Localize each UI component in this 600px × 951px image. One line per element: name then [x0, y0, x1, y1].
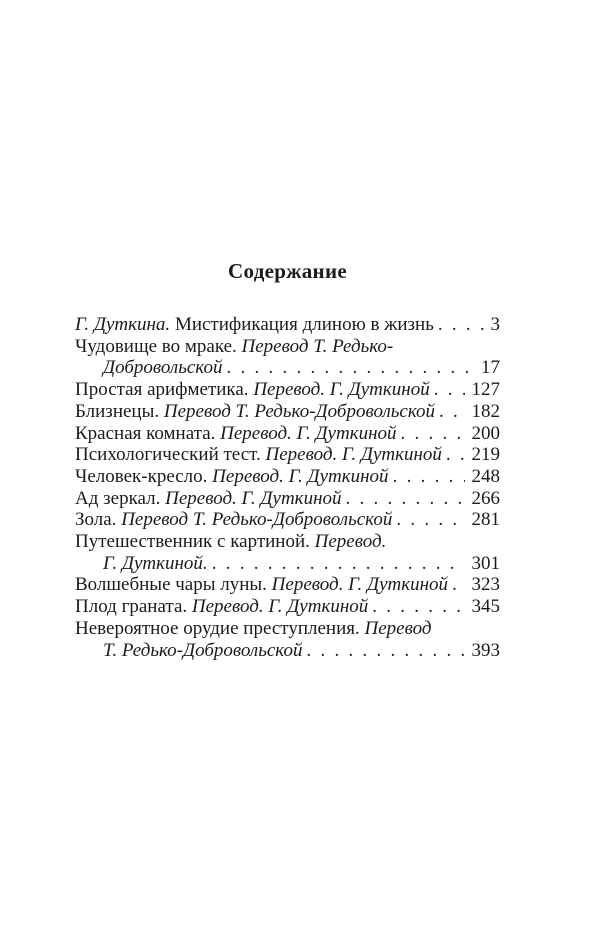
- toc-line: [75, 574, 500, 596]
- toc-line: [75, 553, 500, 575]
- translator-credit: Перевод Т. Редько-Добровольской: [163, 400, 435, 422]
- translator-credit: Перевод. Г. Дуткиной: [212, 465, 389, 487]
- page-number: 266: [471, 487, 500, 509]
- toc-list: [75, 314, 500, 661]
- dot-leader: [306, 640, 464, 662]
- translator-credit: Перевод: [364, 617, 432, 639]
- entry-text: [75, 314, 434, 336]
- dot-leader: [226, 357, 474, 379]
- dot-leader: [438, 314, 484, 336]
- page-number: 323: [471, 574, 500, 596]
- toc-line: [75, 357, 500, 379]
- entry-text: [75, 574, 448, 596]
- translator-credit: Г. Дуткина.: [75, 314, 171, 335]
- toc-line: [75, 379, 500, 401]
- story-title: Близнецы.: [75, 400, 164, 422]
- dot-leader: [401, 423, 465, 445]
- entry-text: [75, 401, 435, 423]
- story-title: Зола.: [75, 509, 122, 531]
- translator-credit: Перевод. Г. Дуткиной: [220, 422, 397, 444]
- toc-line: [75, 444, 500, 466]
- page-number: 345: [471, 596, 500, 618]
- dot-leader: [346, 488, 465, 510]
- story-title: Ад зеркал.: [75, 487, 166, 509]
- story-title: Невероятное орудие преступления.: [75, 617, 365, 639]
- page-number: 281: [471, 509, 500, 531]
- entry-text: [75, 488, 342, 510]
- entry-text: [75, 423, 397, 445]
- dot-leader: [393, 466, 465, 488]
- translator-credit: Перевод. Г. Дуткиной: [265, 444, 442, 466]
- story-title: Мистификация длиною в жизнь: [170, 314, 434, 335]
- entry-text: [75, 618, 431, 640]
- toc-line: [75, 466, 500, 488]
- toc-line: [75, 531, 500, 553]
- translator-credit: Перевод Т. Редько-: [241, 335, 394, 357]
- story-title: Человек-кресло.: [75, 465, 213, 487]
- toc-line: [75, 314, 500, 336]
- entry-text: [75, 509, 392, 531]
- translator-credit: Перевод Т. Редько-Добровольской: [121, 509, 393, 531]
- toc-line: [75, 596, 500, 618]
- story-title: Волшебные чары луны.: [75, 574, 272, 596]
- dot-leader: [434, 379, 465, 401]
- page-number: 17: [481, 357, 500, 379]
- story-title: Чудовище во мраке.: [75, 335, 242, 357]
- page-number: 393: [471, 639, 500, 661]
- entry-text: [103, 553, 208, 575]
- page-number: 200: [471, 422, 500, 444]
- entry-text: [75, 531, 386, 553]
- page-number: 127: [471, 379, 500, 401]
- dot-leader: [372, 596, 464, 618]
- translator-credit: Перевод. Г. Дуткиной: [271, 574, 449, 596]
- page-number: 248: [471, 465, 500, 487]
- translator-credit: Перевод.: [314, 531, 387, 553]
- entry-text: [75, 596, 368, 618]
- entry-text: [75, 444, 442, 466]
- translator-credit: Перевод. Г. Дуткиной: [165, 487, 342, 509]
- page-number: 182: [471, 400, 500, 422]
- page-number: 3: [490, 314, 500, 335]
- page-number: 219: [471, 444, 500, 466]
- story-title: Путешественник с картиной.: [75, 531, 315, 553]
- dot-leader: [452, 574, 464, 596]
- entry-text: [103, 357, 222, 379]
- story-title: Простая арифметика.: [75, 379, 254, 401]
- entry-text: [75, 466, 389, 488]
- dot-leader: [212, 553, 465, 575]
- translator-credit: Т. Редько-Добровольской: [103, 639, 303, 661]
- page-number: 301: [471, 552, 500, 574]
- toc-line: [75, 509, 500, 531]
- toc-line: [75, 618, 500, 640]
- toc-line: [75, 488, 500, 510]
- dot-leader: [446, 444, 465, 466]
- dot-leader: [396, 509, 464, 531]
- translator-credit: Добровольской: [103, 357, 223, 379]
- toc-line: [75, 336, 500, 358]
- translator-credit: Г. Дуткиной.: [103, 552, 208, 574]
- story-title: Плод граната.: [75, 596, 192, 618]
- entry-text: [75, 379, 430, 401]
- toc-line: [75, 401, 500, 423]
- toc-content: [75, 0, 500, 661]
- dot-leader: [439, 401, 465, 423]
- translator-credit: Перевод. Г. Дуткиной: [191, 596, 369, 618]
- story-title: Психологический тест.: [75, 444, 266, 466]
- translator-credit: Перевод. Г. Дуткиной: [253, 379, 430, 401]
- entry-text: [103, 640, 302, 662]
- entry-text: [75, 336, 393, 358]
- story-title: Красная комната.: [75, 422, 221, 444]
- toc-line: [75, 640, 500, 662]
- toc-title: Содержание: [228, 259, 347, 283]
- toc-line: [75, 423, 500, 445]
